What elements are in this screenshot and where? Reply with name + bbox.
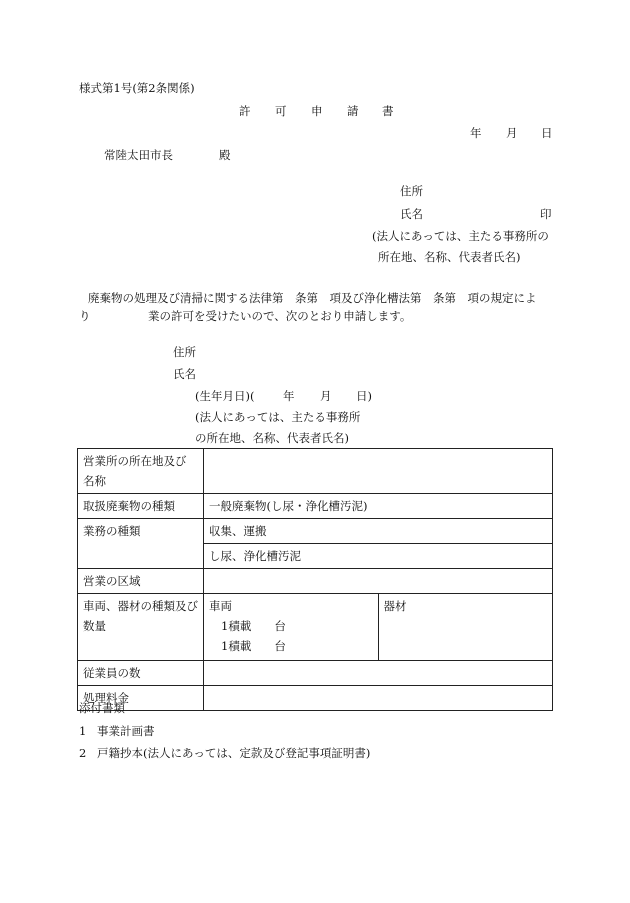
business-type-value: し尿、浄化槽汚泥 xyxy=(204,544,553,569)
title-char: 可 xyxy=(275,104,287,118)
table-row xyxy=(78,661,553,686)
body-line: り 業の許可を受けたいので、次のとおり申請します。 xyxy=(79,309,412,323)
vehicle-label-line: 数量 xyxy=(83,619,106,633)
table-row xyxy=(78,449,553,494)
office-label-line: 営業所の所在地及び xyxy=(83,454,187,468)
office-label xyxy=(78,449,204,494)
birth-label: (生年月日)( xyxy=(195,389,255,403)
title-char: 請 xyxy=(347,104,359,118)
person-note: の所在地、名称、代表者氏名) xyxy=(195,431,349,445)
person-name-label: 氏名 xyxy=(173,367,196,381)
attachment-text: 事業計画書 xyxy=(97,724,155,738)
date-month: 月 xyxy=(506,126,518,140)
body-line: 廃棄物の処理及び清掃に関する法律第 条第 項及び浄化槽法第 条第 項の規定によ xyxy=(88,291,537,305)
form-number: 様式第1号(第2条関係) xyxy=(79,81,195,95)
date-day: 日 xyxy=(541,126,553,140)
table-row xyxy=(78,519,553,544)
vehicle-item: 1積載 台 xyxy=(221,619,286,633)
table-row xyxy=(78,494,553,519)
attachment-no: 2 xyxy=(79,746,87,760)
vehicle-label xyxy=(78,594,204,661)
equipment-header: 器材 xyxy=(383,599,407,613)
applicant-note: 所在地、名称、代表者氏名) xyxy=(378,250,521,264)
waste-type-label: 取扱廃棄物の種類 xyxy=(78,494,204,519)
office-value[interactable] xyxy=(204,449,553,494)
waste-type-value: 一般廃棄物(し尿・浄化槽汚泥) xyxy=(204,494,553,519)
fee-value[interactable] xyxy=(204,686,553,711)
title-char: 申 xyxy=(311,104,323,118)
table-row xyxy=(78,569,553,594)
addressee-name: 常陸太田市長 xyxy=(104,148,173,162)
attachments-heading: 添付書類 xyxy=(79,701,125,715)
table-row xyxy=(78,594,553,661)
vehicle-label-line: 車両、器材の種類及び xyxy=(83,599,198,613)
application-table xyxy=(77,448,553,711)
employees-label: 従業員の数 xyxy=(78,661,204,686)
area-value[interactable] xyxy=(204,569,553,594)
applicant-address-label: 住所 xyxy=(400,184,423,198)
birth-month: 月 xyxy=(320,389,332,403)
date-year: 年 xyxy=(470,126,482,140)
business-type-value: 収集、運搬 xyxy=(204,519,553,544)
equipment-cell[interactable] xyxy=(378,594,553,661)
employees-value[interactable] xyxy=(204,661,553,686)
title-char: 書 xyxy=(382,104,394,118)
vehicle-header: 車両 xyxy=(209,599,232,613)
table-row xyxy=(78,686,553,711)
area-label: 営業の区域 xyxy=(78,569,204,594)
office-label-line: 名称 xyxy=(83,474,106,488)
applicant-name-label: 氏名 xyxy=(400,207,423,221)
fee-label: 処理料金 xyxy=(78,686,204,711)
person-address-label: 住所 xyxy=(173,345,196,359)
person-note: (法人にあっては、主たる事務所 xyxy=(195,410,361,424)
birth-year: 年 xyxy=(283,389,295,403)
title-char: 許 xyxy=(239,104,251,118)
attachment-text: 戸籍抄本(法人にあっては、定款及び登記事項証明書) xyxy=(97,746,371,760)
vehicle-item: 1積載 台 xyxy=(221,639,286,653)
attachment-no: 1 xyxy=(79,724,87,738)
vehicle-cell[interactable] xyxy=(204,594,379,661)
applicant-note: (法人にあっては、主たる事務所の xyxy=(372,229,549,243)
birth-close: 日) xyxy=(356,389,372,403)
addressee-honorific: 殿 xyxy=(219,148,231,162)
business-type-label: 業務の種類 xyxy=(78,519,204,569)
seal-mark: 印 xyxy=(540,207,552,221)
